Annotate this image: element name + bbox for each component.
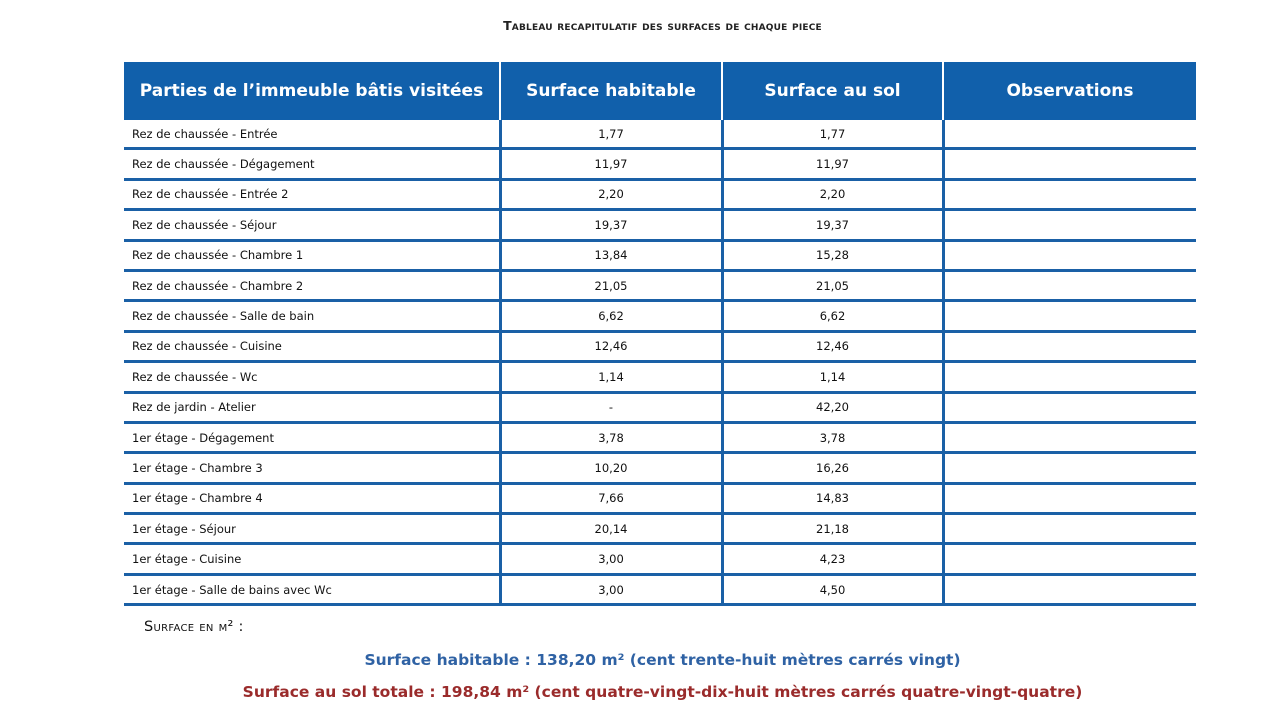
cell-observations	[943, 544, 1196, 574]
cell-surface-sol: 21,18	[722, 514, 943, 544]
table-row	[124, 574, 1196, 604]
cell-surface-habitable: 10,20	[500, 453, 722, 483]
cell-observations	[943, 210, 1196, 240]
table-row	[124, 270, 1196, 300]
surface-habitable-total: Surface habitable : 138,20 m² (cent trente-huit mètres carrés vingt)	[364, 651, 961, 669]
cell-surface-sol: 16,26	[722, 453, 943, 483]
cell-observations	[943, 514, 1196, 544]
cell-surface-sol: 4,23	[722, 544, 943, 574]
cell-observations	[943, 120, 1196, 149]
surface-sol-total: Surface au sol totale : 198,84 m² (cent quatre-vingt-dix-huit mètres carrés quatre-vingt-quatre)	[242, 683, 1083, 701]
table-header	[124, 62, 1196, 120]
table-row	[124, 210, 1196, 240]
table-row	[124, 301, 1196, 331]
cell-observations	[943, 301, 1196, 331]
cell-part: Rez de chaussée - Entrée	[124, 120, 500, 149]
table-row	[124, 120, 1196, 149]
cell-part: 1er étage - Dégagement	[124, 422, 500, 452]
cell-surface-habitable: 19,37	[500, 210, 722, 240]
cell-observations	[943, 483, 1196, 513]
cell-observations	[943, 331, 1196, 361]
cell-part: Rez de chaussée - Entrée 2	[124, 179, 500, 209]
cell-surface-habitable: 1,14	[500, 362, 722, 392]
cell-observations	[943, 149, 1196, 179]
cell-surface-sol: 1,77	[722, 120, 943, 149]
cell-observations	[943, 574, 1196, 604]
cell-observations	[943, 422, 1196, 452]
table-row	[124, 149, 1196, 179]
cell-surface-sol: 11,97	[722, 149, 943, 179]
cell-surface-habitable: 7,66	[500, 483, 722, 513]
cell-surface-habitable: 12,46	[500, 331, 722, 361]
cell-surface-sol: 42,20	[722, 392, 943, 422]
page-title: Tableau recapitulatif des surfaces de chaque piece	[503, 18, 822, 33]
table-row	[124, 453, 1196, 483]
cell-observations	[943, 453, 1196, 483]
table-body	[124, 120, 1196, 605]
cell-surface-sol: 4,50	[722, 574, 943, 604]
cell-surface-habitable: 3,00	[500, 544, 722, 574]
table-row	[124, 331, 1196, 361]
cell-surface-habitable: 3,00	[500, 574, 722, 604]
table-row	[124, 514, 1196, 544]
cell-part: Rez de chaussée - Salle de bain	[124, 301, 500, 331]
cell-surface-habitable: 3,78	[500, 422, 722, 452]
table-row	[124, 422, 1196, 452]
cell-part: Rez de jardin - Atelier	[124, 392, 500, 422]
cell-surface-sol: 2,20	[722, 179, 943, 209]
table-row	[124, 483, 1196, 513]
cell-observations	[943, 179, 1196, 209]
table-row	[124, 179, 1196, 209]
cell-observations	[943, 270, 1196, 300]
surfaces-table	[124, 62, 1196, 606]
cell-part: Rez de chaussée - Wc	[124, 362, 500, 392]
surface-label: Surface en m² :	[144, 619, 244, 635]
cell-surface-habitable: 6,62	[500, 301, 722, 331]
cell-part: Rez de chaussée - Chambre 2	[124, 270, 500, 300]
cell-part: Rez de chaussée - Cuisine	[124, 331, 500, 361]
cell-surface-habitable: 13,84	[500, 240, 722, 270]
cell-observations	[943, 392, 1196, 422]
cell-surface-sol: 21,05	[722, 270, 943, 300]
cell-surface-sol: 6,62	[722, 301, 943, 331]
cell-surface-sol: 12,46	[722, 331, 943, 361]
table-row	[124, 362, 1196, 392]
cell-surface-sol: 1,14	[722, 362, 943, 392]
cell-surface-habitable: 11,97	[500, 149, 722, 179]
table-row	[124, 392, 1196, 422]
cell-surface-sol: 3,78	[722, 422, 943, 452]
header-surface-habitable: Surface habitable	[500, 62, 722, 120]
cell-part: 1er étage - Salle de bains avec Wc	[124, 574, 500, 604]
cell-part: 1er étage - Chambre 3	[124, 453, 500, 483]
cell-observations	[943, 362, 1196, 392]
cell-observations	[943, 240, 1196, 270]
cell-surface-habitable: -	[500, 392, 722, 422]
cell-surface-sol: 19,37	[722, 210, 943, 240]
cell-surface-sol: 15,28	[722, 240, 943, 270]
cell-part: 1er étage - Cuisine	[124, 544, 500, 574]
table-row	[124, 544, 1196, 574]
header-surface-au-sol: Surface au sol	[722, 62, 943, 120]
header-parties: Parties de l’immeuble bâtis visitées	[124, 62, 500, 120]
cell-surface-habitable: 21,05	[500, 270, 722, 300]
cell-surface-habitable: 1,77	[500, 120, 722, 149]
cell-surface-habitable: 20,14	[500, 514, 722, 544]
cell-part: Rez de chaussée - Dégagement	[124, 149, 500, 179]
cell-surface-sol: 14,83	[722, 483, 943, 513]
cell-surface-habitable: 2,20	[500, 179, 722, 209]
cell-part: 1er étage - Séjour	[124, 514, 500, 544]
cell-part: Rez de chaussée - Séjour	[124, 210, 500, 240]
cell-part: 1er étage - Chambre 4	[124, 483, 500, 513]
header-observations: Observations	[943, 62, 1196, 120]
cell-part: Rez de chaussée - Chambre 1	[124, 240, 500, 270]
table-row	[124, 240, 1196, 270]
